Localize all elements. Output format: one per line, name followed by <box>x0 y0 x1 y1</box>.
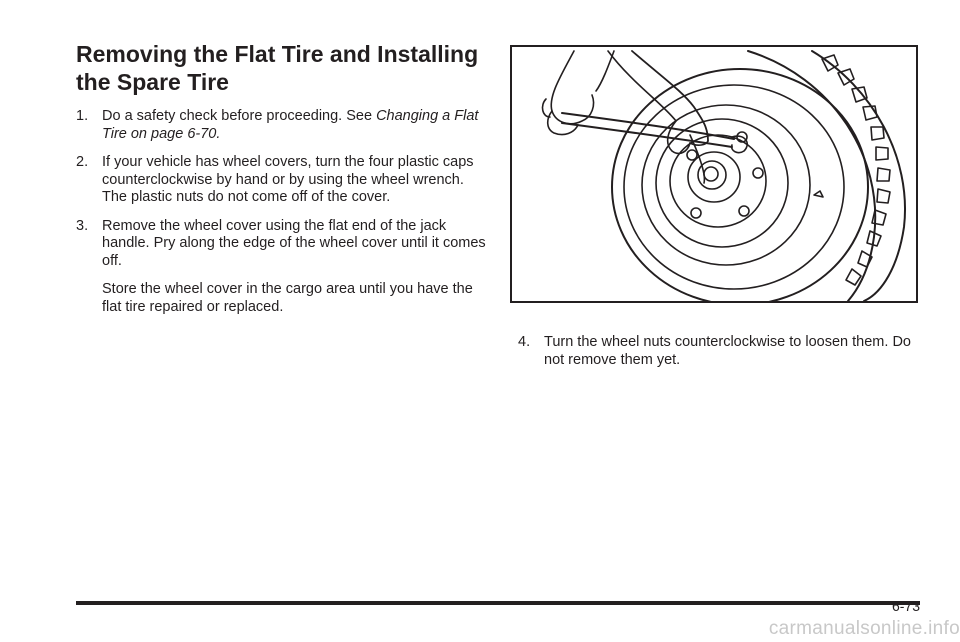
step-number: 2. <box>76 154 89 170</box>
step-2 <box>76 154 486 207</box>
step-text: Remove the wheel cover using the flat end of the jack handle. Pry along the edge of the wheel cover until it comes off. <box>102 217 486 269</box>
step-number: 4. <box>518 334 531 350</box>
step-1 <box>76 108 486 143</box>
section-heading: Removing the Flat Tire and Installing the Spare Tire <box>76 41 479 95</box>
watermark: carmanualsonline.info <box>768 618 960 639</box>
steps-list-right <box>518 334 918 369</box>
step-text: Do a safety check before proceeding. See <box>102 108 377 124</box>
tire-wrench-illustration-icon <box>512 47 916 301</box>
step-4 <box>518 334 918 369</box>
step-3 <box>76 218 486 317</box>
step-text: Turn the wheel nuts counterclockwise to loosen them. Do not remove them yet. <box>544 334 911 368</box>
footer-rule <box>76 601 920 605</box>
step-number: 1. <box>76 108 89 124</box>
page-number: 6-73 <box>891 598 920 614</box>
step-text: If your vehicle has wheel covers, turn the four plastic caps counterclockwise by hand or by using the wheel wrench. The plastic nuts do not come off of the cover. <box>102 154 474 205</box>
step-number: 3. <box>76 217 89 234</box>
left-column <box>76 40 486 327</box>
steps-list-left <box>76 108 486 316</box>
right-column <box>518 334 918 380</box>
step-note: Store the wheel cover in the cargo area until you have the flat tire repaired or replaced. <box>102 281 473 315</box>
cross-reference: Changing a Flat Tire on page 6-70. <box>102 108 479 142</box>
tire-illustration-frame <box>510 45 918 303</box>
